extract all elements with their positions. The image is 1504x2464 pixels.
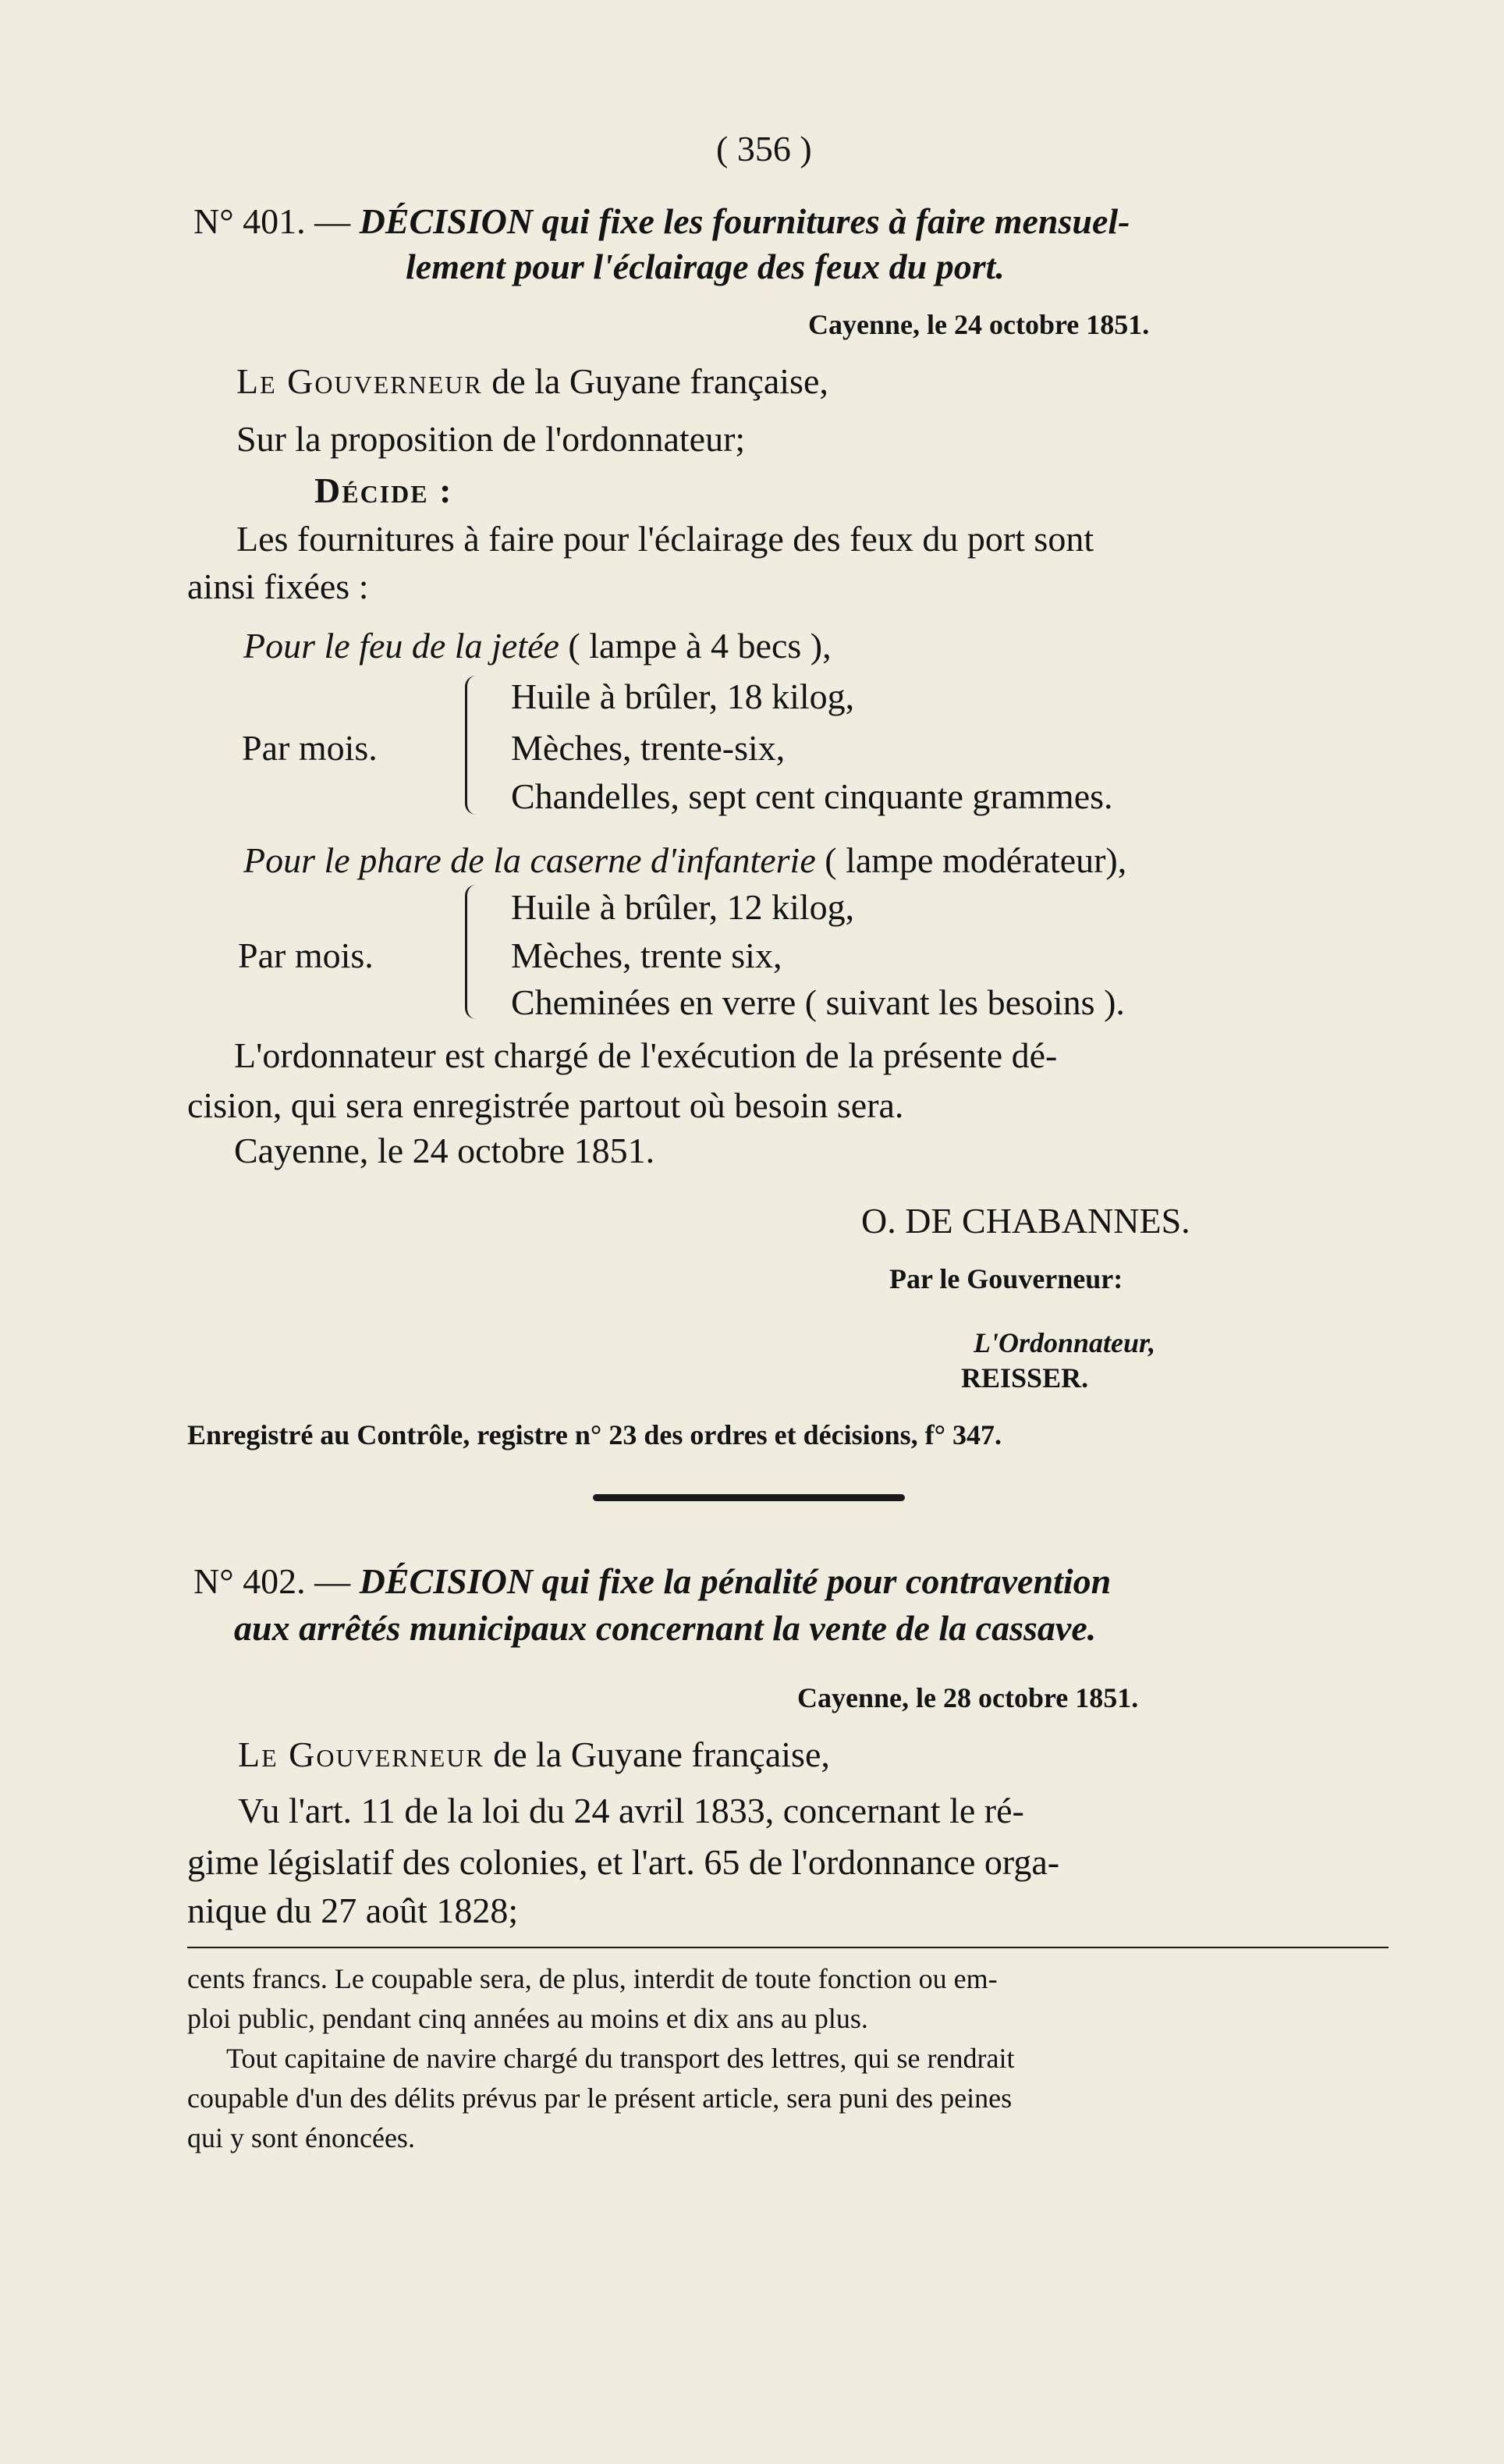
- ordonnateur-title: L'Ordonnateur,: [974, 1327, 1156, 1358]
- decision-401-signature: O. DE CHABANNES.: [861, 1201, 1190, 1241]
- group2-brace: [465, 885, 480, 1019]
- decision-402-title-rest: qui fixe la pénalité pour contravention: [541, 1561, 1112, 1601]
- decision-401-governor: Le Gouverneur: [236, 361, 483, 401]
- decision-402-dash: —: [314, 1561, 351, 1601]
- decision-401-jetee-line: [243, 622, 832, 670]
- footnote-rule: [187, 1947, 1389, 1948]
- decision-401-exec-line2: cision, qui sera enregistrée partout où besoin sera.: [187, 1085, 904, 1125]
- decision-402-vu-line2: gime législatif des colonies, et l'art. 65 de l'ordonnance orga-: [187, 1842, 1060, 1882]
- decision-401-exec-line1: L'ordonnateur est chargé de l'exécution de la présente dé-: [234, 1035, 1058, 1075]
- decision-401-decide: Décide :: [314, 470, 453, 510]
- footnote-line: cents francs. Le coupable sera, de plus, interdit de toute fonction ou em-: [187, 1963, 998, 1994]
- footnote-line: ploi public, pendant cinq années au moins et dix ans au plus.: [187, 2003, 868, 2034]
- registration-line: Enregistré au Contrôle, registre n° 23 des ordres et décisions, f° 347.: [187, 1419, 1002, 1450]
- decision-401-phare-italic: Pour le phare de la caserne d'infanterie: [243, 840, 816, 880]
- decision-401-dash: —: [314, 201, 351, 241]
- decision-402-vu-line1: Vu l'art. 11 de la loi du 24 avril 1833, concernant le ré-: [238, 1791, 1024, 1830]
- decision-401-intro-line2: ainsi fixées :: [187, 566, 369, 606]
- group2-item: Huile à brûler, 12 kilog,: [511, 887, 855, 927]
- decision-402-governor-rest: de la Guyane française,: [493, 1734, 830, 1774]
- decision-401-closing-date: Cayenne, le 24 octobre 1851.: [234, 1131, 655, 1170]
- footnote-line: coupable d'un des délits prévus par le présent article, sera puni des peines: [187, 2082, 1013, 2114]
- decision-401-governor-rest: de la Guyane française,: [491, 361, 828, 401]
- decision-402-vu-line3: nique du 27 août 1828;: [187, 1891, 519, 1930]
- decision-401-number: N° 401.: [193, 201, 306, 241]
- footnote-line: qui y sont énoncées.: [187, 2122, 415, 2153]
- par-le-gouverneur: Par le Gouverneur:: [889, 1263, 1123, 1294]
- group1-item: Huile à brûler, 18 kilog,: [511, 676, 855, 716]
- decision-401-title-word: DÉCISION: [359, 201, 534, 241]
- decision-401-jetee-rest: ( lampe à 4 becs ),: [568, 626, 832, 666]
- section-separator: [593, 1494, 905, 1501]
- group1-item: Chandelles, sept cent cinquante grammes.: [511, 776, 1113, 816]
- group1-brace: [465, 676, 480, 815]
- decision-401-phare-rest: ( lampe modérateur),: [825, 840, 1127, 880]
- decision-402-number: N° 402.: [193, 1561, 306, 1601]
- decision-401-place-date: Cayenne, le 24 octobre 1851.: [808, 309, 1150, 340]
- decision-401-proposition: Sur la proposition de l'ordonnateur;: [236, 419, 746, 459]
- decision-401-jetee-italic: Pour le feu de la jetée: [243, 626, 559, 666]
- group1-label: Par mois.: [242, 728, 378, 768]
- decision-401-governor-line: [236, 357, 828, 406]
- decision-401-intro-line1: Les fournitures à faire pour l'éclairage des feux du port sont: [236, 519, 1094, 559]
- decision-402-place-date: Cayenne, le 28 octobre 1851.: [797, 1682, 1139, 1713]
- group2-item: Mèches, trente six,: [511, 936, 782, 975]
- ordonnateur-name: REISSER.: [961, 1362, 1089, 1394]
- decision-402-title-word: DÉCISION: [359, 1561, 534, 1601]
- group1-item: Mèches, trente-six,: [511, 728, 786, 768]
- decision-402-governor: Le Gouverneur: [238, 1734, 484, 1774]
- decision-402-governor-line: [238, 1731, 830, 1779]
- decision-401-title-rest: qui fixe les fournitures à faire mensuel-: [541, 201, 1130, 241]
- group2-item: Cheminées en verre ( suivant les besoins ).: [511, 982, 1125, 1022]
- decision-402-title-line1: [193, 1559, 1111, 1604]
- decision-401-title-line1: [193, 199, 1130, 244]
- decision-402-title-line2: aux arrêtés municipaux concernant la vente de la cassave.: [234, 1608, 1097, 1648]
- decision-401-title-line2: lement pour l'éclairage des feux du port.: [406, 247, 1005, 286]
- footnote-line: Tout capitaine de navire chargé du transport des lettres, qui se rendrait: [226, 2043, 1015, 2074]
- page-number: ( 356 ): [716, 129, 812, 169]
- group2-label: Par mois.: [238, 936, 374, 975]
- decision-401-phare-line: [243, 836, 1126, 885]
